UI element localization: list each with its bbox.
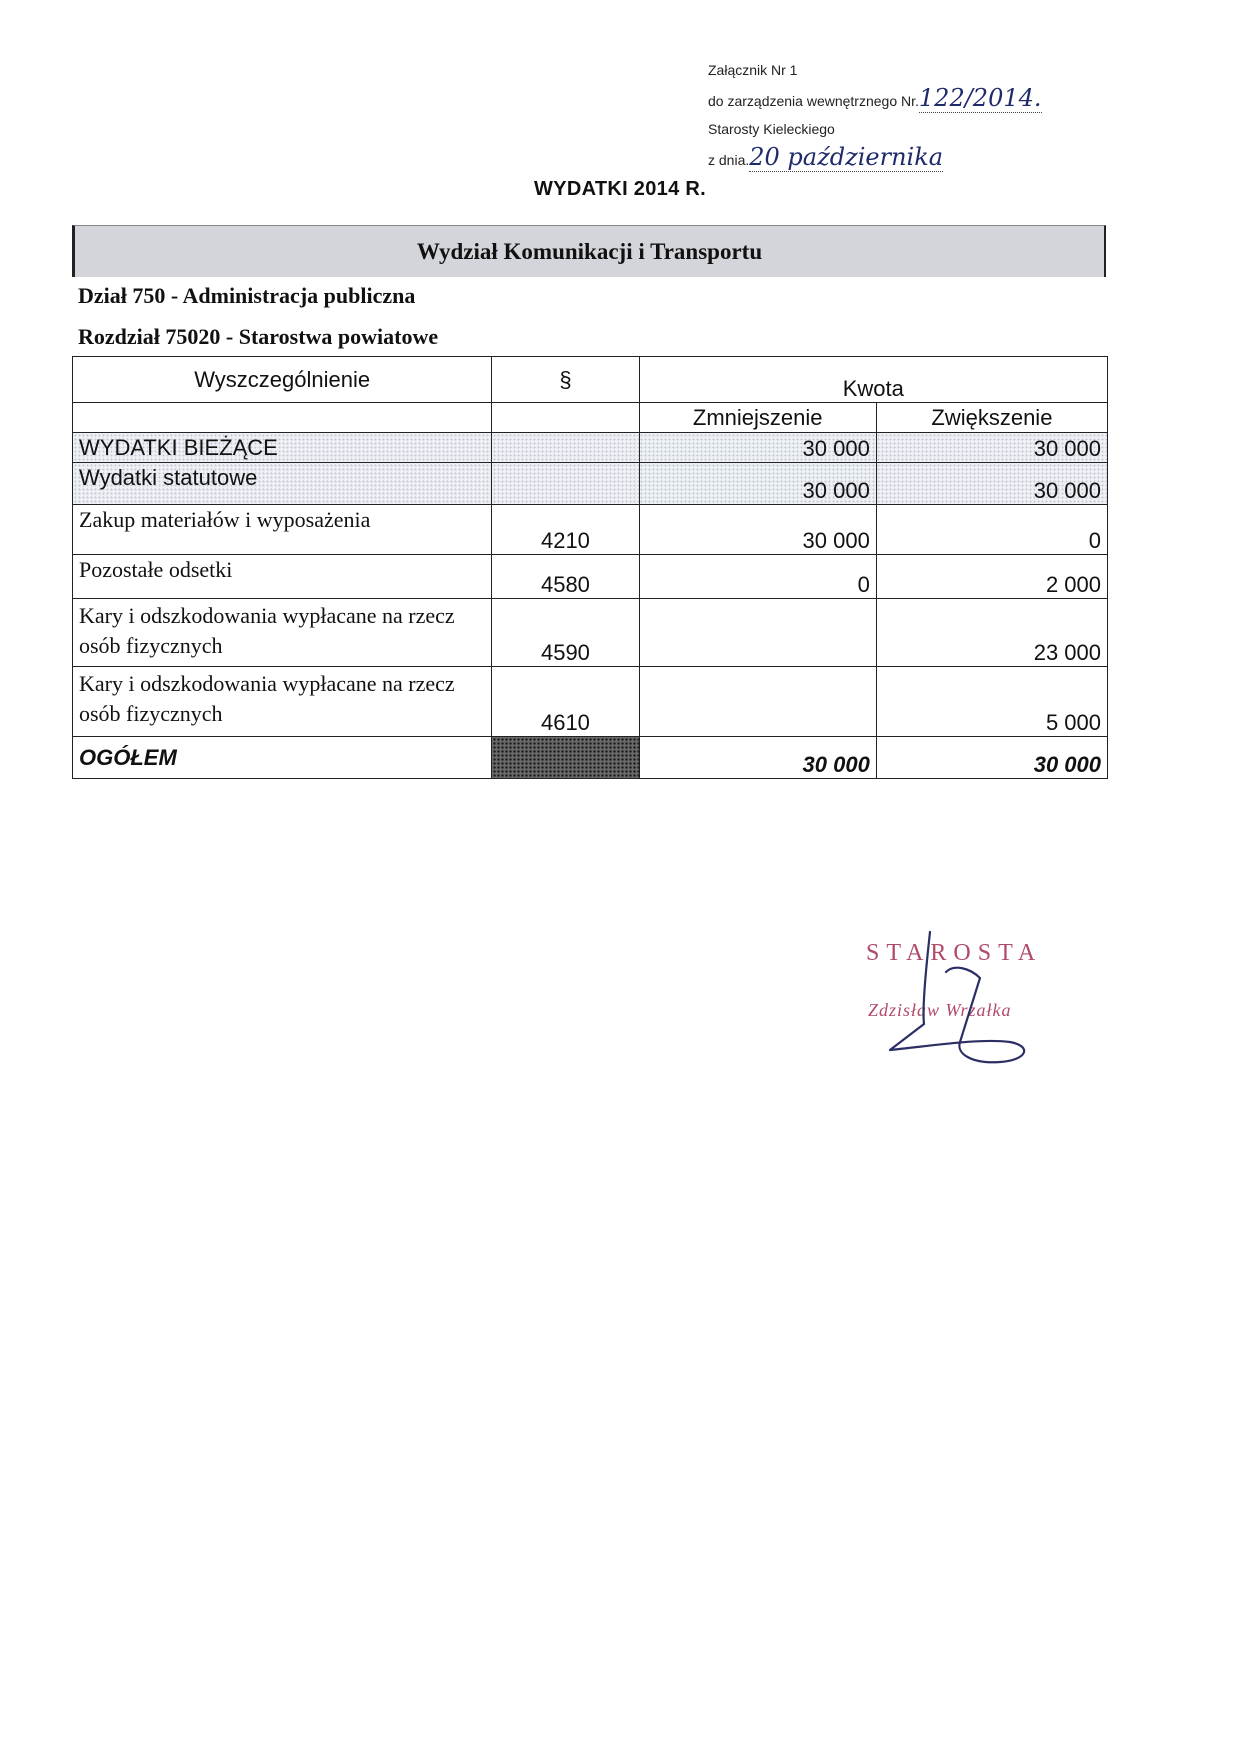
row-increase: 30 000 bbox=[876, 433, 1107, 463]
table-row bbox=[73, 555, 1108, 599]
stamp-name: Zdzisław Wrzałka bbox=[868, 1000, 1012, 1020]
total-decrease: 30 000 bbox=[639, 737, 876, 779]
table-total-row bbox=[73, 737, 1108, 779]
table-header-row bbox=[73, 357, 1108, 403]
row-increase: 23 000 bbox=[876, 599, 1107, 667]
row-decrease: 30 000 bbox=[639, 505, 876, 555]
row-code: 4590 bbox=[492, 599, 639, 667]
row-code: 4210 bbox=[492, 505, 639, 555]
header-decrease: Zmniejszenie bbox=[639, 403, 876, 433]
annex-line4 bbox=[708, 143, 1042, 174]
row-label: Wydatki statutowe bbox=[73, 463, 492, 505]
annex-date-label: z dnia. bbox=[708, 152, 750, 168]
header-paragraph: § bbox=[492, 357, 639, 403]
signature-scribble bbox=[860, 928, 1060, 1068]
annex-header bbox=[708, 56, 1042, 174]
total-increase: 30 000 bbox=[876, 737, 1107, 779]
row-label: Kary i odszkodowania wypłacane na rzecz osób fizycznych bbox=[73, 667, 492, 737]
row-decrease: 30 000 bbox=[639, 433, 876, 463]
row-decrease: 0 bbox=[639, 555, 876, 599]
row-label: Kary i odszkodowania wypłacane na rzecz osób fizycznych bbox=[73, 599, 492, 667]
row-increase: 2 000 bbox=[876, 555, 1107, 599]
row-decrease: 30 000 bbox=[639, 463, 876, 505]
header-amount: Kwota bbox=[639, 357, 1107, 403]
annex-order-label: do zarządzenia wewnętrznego Nr. bbox=[708, 93, 919, 109]
department-banner: Wydział Komunikacji i Transportu bbox=[72, 225, 1106, 277]
row-code: 4610 bbox=[492, 667, 639, 737]
total-label: OGÓŁEM bbox=[73, 737, 492, 779]
subheader-empty-1 bbox=[73, 403, 492, 433]
document-title: WYDATKI 2014 R. bbox=[534, 178, 706, 200]
row-code bbox=[492, 433, 639, 463]
table-row bbox=[73, 463, 1108, 505]
row-code bbox=[492, 463, 639, 505]
row-increase: 0 bbox=[876, 505, 1107, 555]
dzial-heading: Dział 750 - Administracja publiczna bbox=[78, 283, 416, 308]
annex-line1: Załącznik Nr 1 bbox=[708, 62, 798, 78]
row-decrease bbox=[639, 599, 876, 667]
header-increase: Zwiększenie bbox=[876, 403, 1107, 433]
table-row bbox=[73, 599, 1108, 667]
annex-date-value: 20 października bbox=[749, 143, 944, 171]
budget-table bbox=[72, 356, 1108, 779]
rozdzial-heading: Rozdział 75020 - Starostwa powiatowe bbox=[78, 324, 439, 349]
total-paragraph-hatched bbox=[492, 737, 639, 779]
annex-order-number: 122/2014. bbox=[918, 84, 1042, 112]
annex-line3: Starosty Kieleckiego bbox=[708, 121, 835, 137]
table-row bbox=[73, 505, 1108, 555]
row-decrease bbox=[639, 667, 876, 737]
row-label: Pozostałe odsetki bbox=[73, 555, 492, 599]
subheader-empty-2 bbox=[492, 403, 639, 433]
table-row bbox=[73, 667, 1108, 737]
header-description: Wyszczególnienie bbox=[73, 357, 492, 403]
table-row bbox=[73, 433, 1108, 463]
official-stamp bbox=[860, 928, 1060, 1068]
table-subheader-row bbox=[73, 403, 1108, 433]
row-code: 4580 bbox=[492, 555, 639, 599]
row-label: WYDATKI BIEŻĄCE bbox=[73, 433, 492, 463]
row-increase: 30 000 bbox=[876, 463, 1107, 505]
row-increase: 5 000 bbox=[876, 667, 1107, 737]
row-label: Zakup materiałów i wyposażenia bbox=[73, 505, 492, 555]
stamp-title: STAROSTA bbox=[866, 940, 1043, 966]
annex-line2 bbox=[708, 84, 1042, 115]
